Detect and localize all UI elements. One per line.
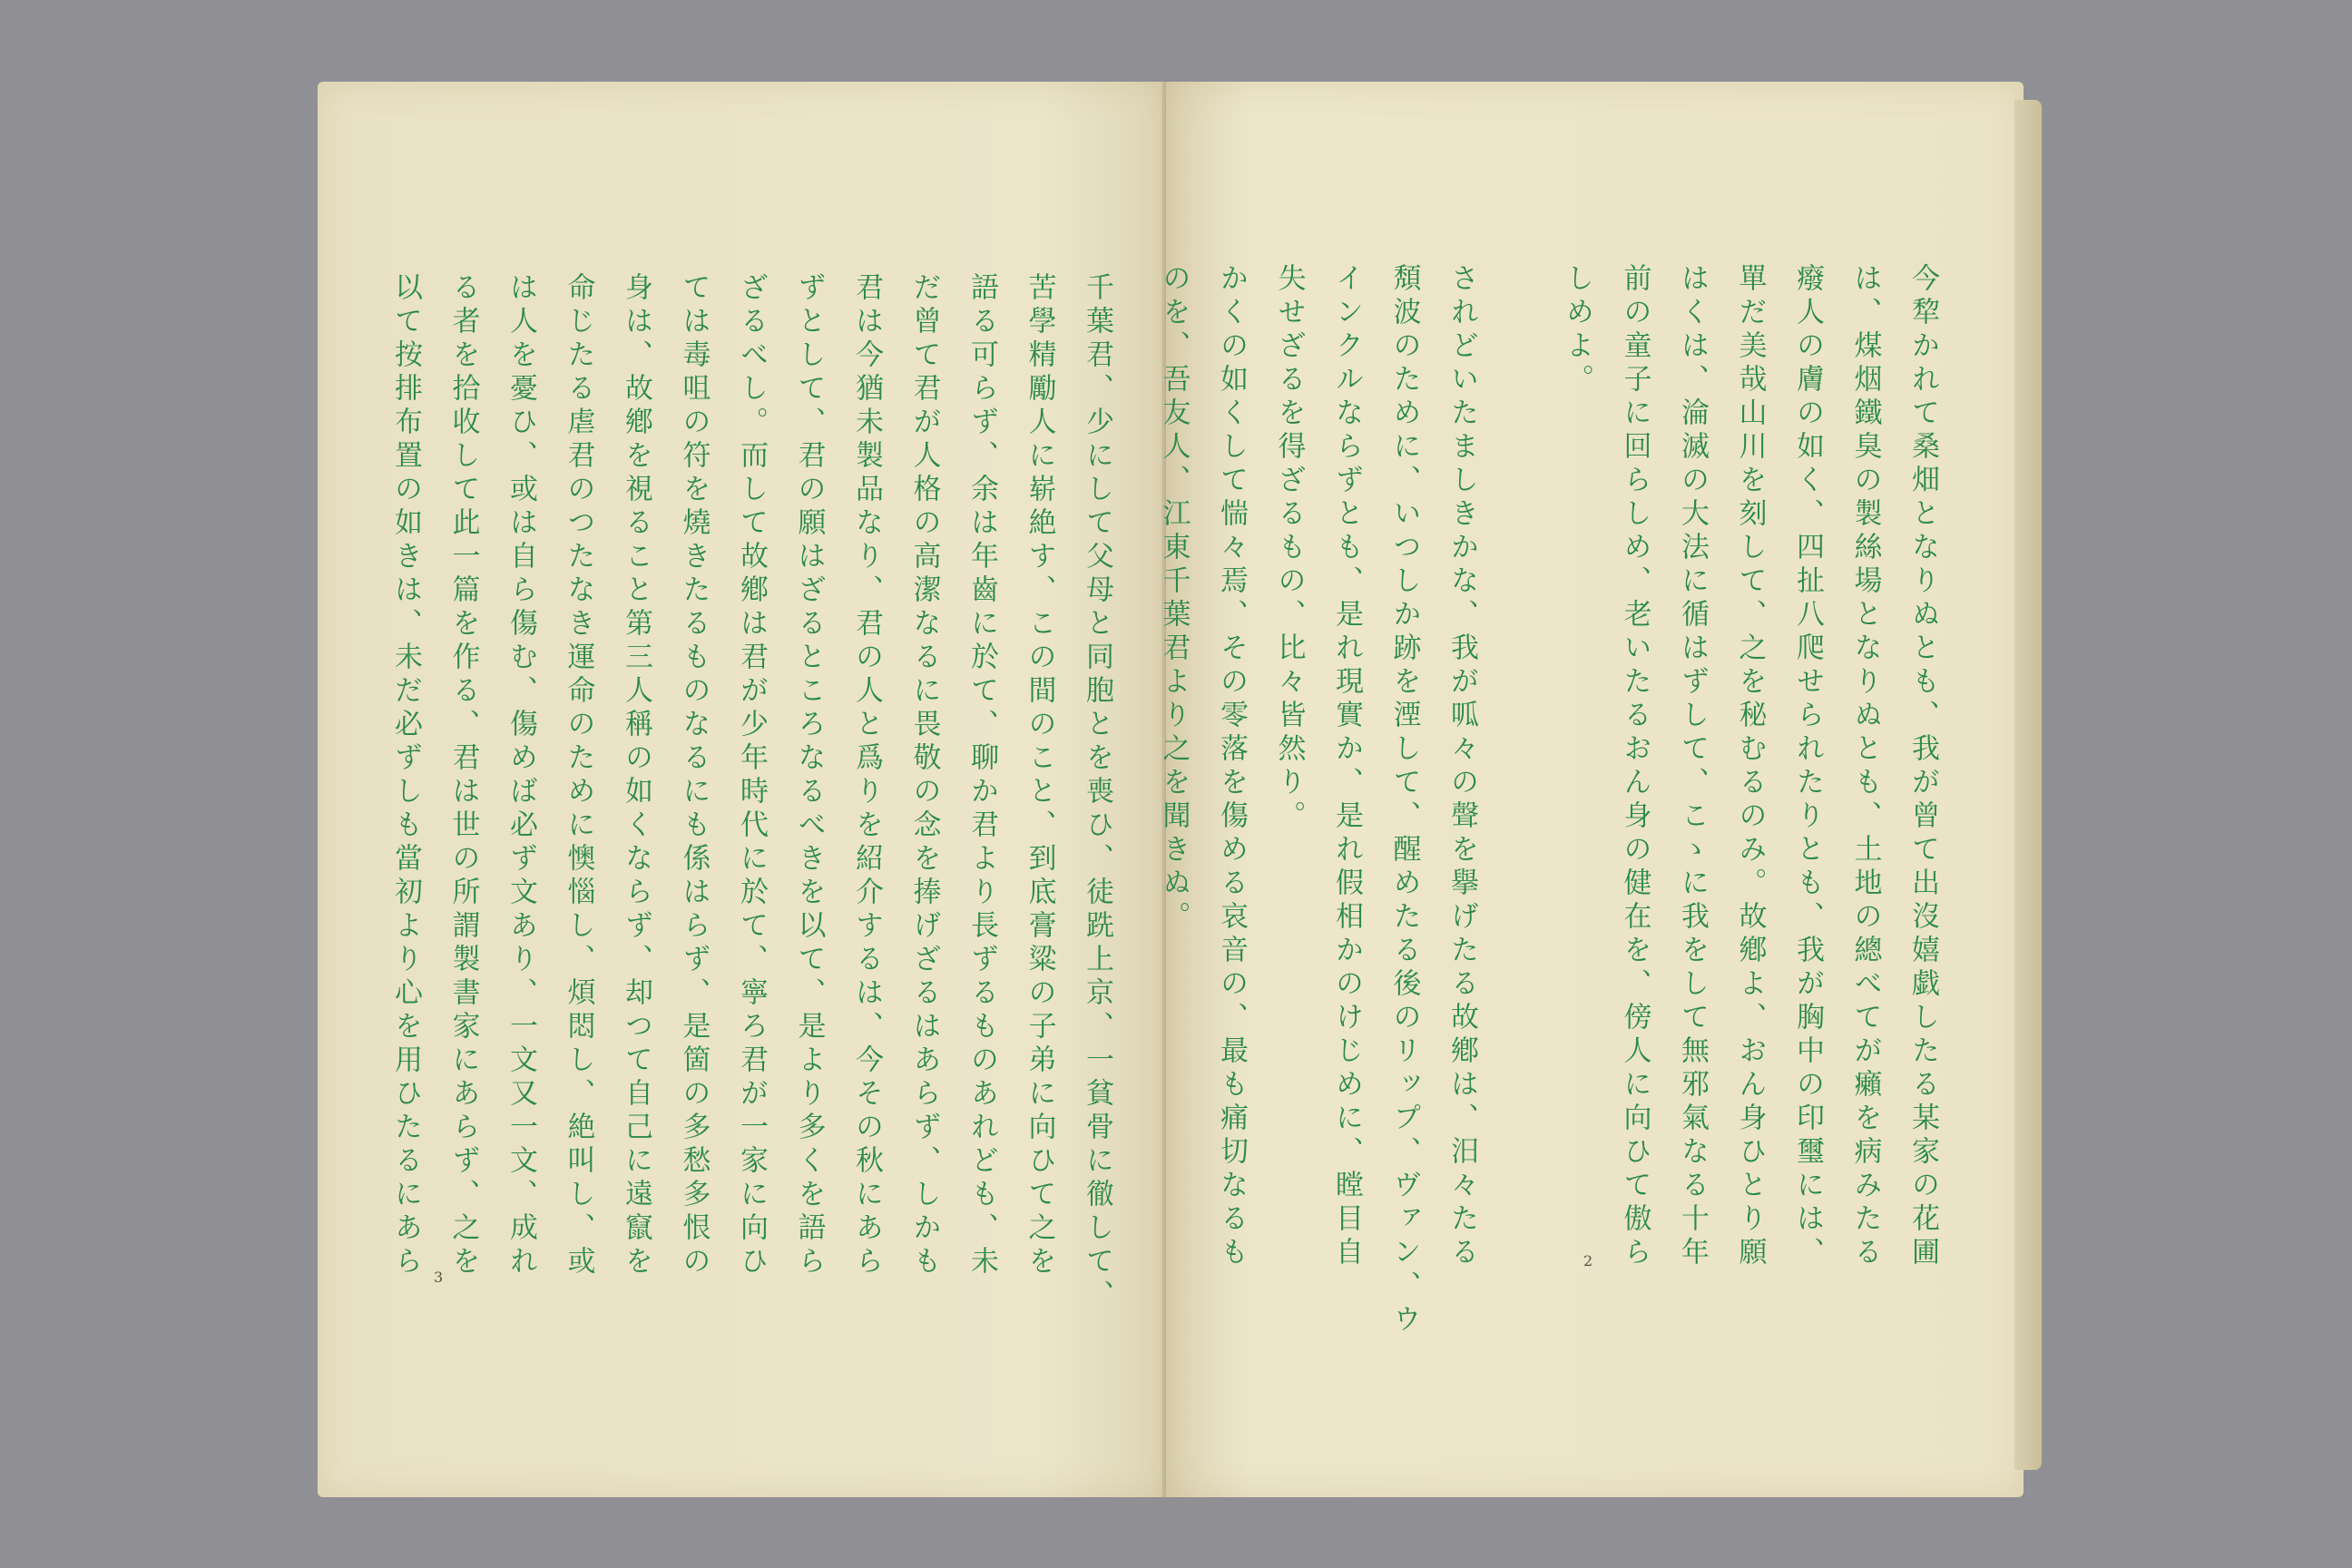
- open-book: [318, 82, 2042, 1497]
- left-page: [318, 82, 1166, 1497]
- right-page-number: 2: [1583, 1252, 1593, 1269]
- page-edge: [2014, 100, 2042, 1470]
- left-page-text: 千葉君、少にして父母と同胞とを喪ひ、徒跣上京、一貧骨に徹して、 苦學精勵人に崭絶す、この間のこと、到底膏粱の子弟に向ひて之を 語る可らず、余は年齒に於て、聊か君より長ずるものあれども、未 だ曾て君が人格の高潔なるに畏敬の念を捧げざるはあらず、しかも 君は今猶未製品なり、君の人と爲りを紹介するは、今その秋にあら ずとして、君の願はざるところなるべきを以て、是より多くを語ら ざるべし。而して故鄕は君が少年時代に於て、寧ろ君が一家に向ひ ては毒咀の符を燒きたるものなるにも係はらず、是箇の多愁多恨の 身は、故鄕を視ること第三人稱の如くならず、却つて自己に遠竄を 命じたる虐君のつたなき運命のために懊惱し、煩悶し、絶叫し、或 は人を憂ひ、或は自ら傷む、傷めば必ず文あり、一文又一文、成れ る者を拾收して此一篇を作る、君は世の所謂製書家にあらず、之を 以て按排布置の如きは、未だ必ずしも當初より心を用ひたるにあら: [389, 272, 1113, 1313]
- right-page: [1157, 82, 2024, 1497]
- left-page-number: 3: [434, 1269, 444, 1286]
- right-page-text: 今犂かれて桑畑となりぬとも、我が曾て出沒嬉戯したる某家の花圃 は、煤烟鐵臭の製絲場となりぬとも、土地の總べてが癩を病みたる 癈人の膚の如く、四扯八爬せられたりとも、我が胸中の印璽には、 單だ美哉山川を刻して、之を秘むるのみ。故鄕よ、おん身ひとり願 はくは、淪滅の大法に循はずして、こゝに我をして無邪氣なる十年 前の童子に回らしめ、老いたるおん身の健在を、傍人に向ひて傲ら しめよ。 されどいたましきかな、我が呱々の聲を擧げたる故鄕は、汨々たる 頽波のために、いつしか跡を湮して、醒めたる後のリップ、ヴァン、ウ インクルならずとも、是れ現實か、是れ假相かのけじめに、瞠目自 失せざるを得ざるもの、比々皆然り。 かくの如くして惴々焉、その零落を傷める哀音の、最も痛切なるも のを、吾友人、江東千葉君より之を聞きぬ。: [1157, 263, 1939, 1338]
